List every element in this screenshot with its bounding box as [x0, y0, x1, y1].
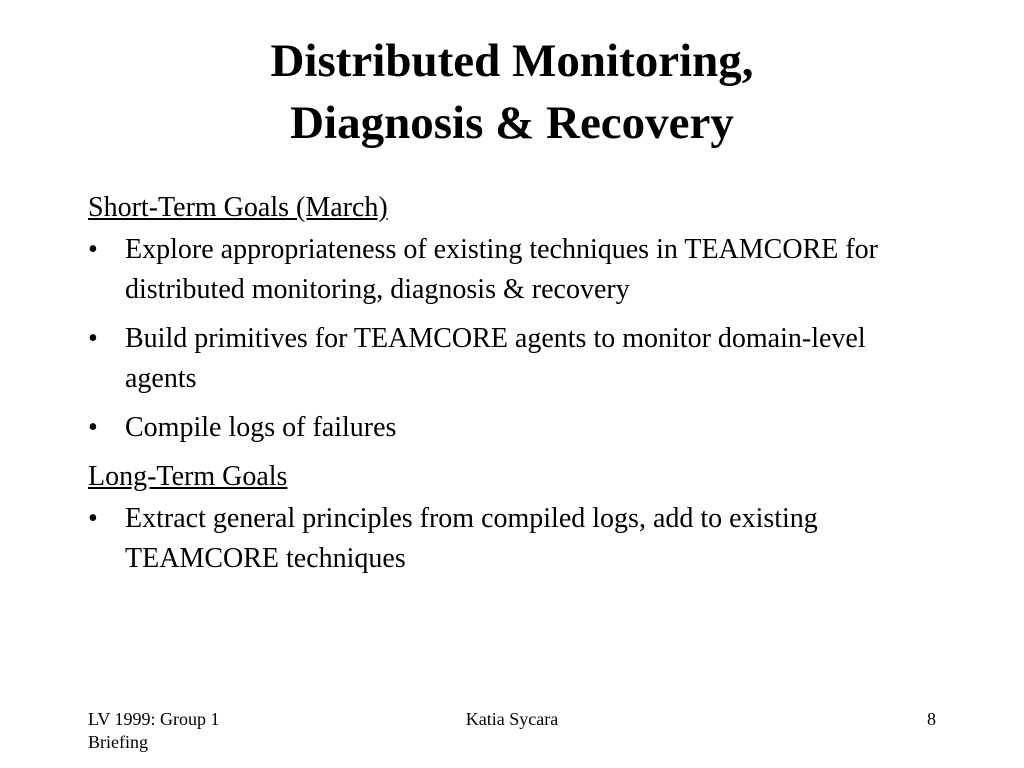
short-term-goal-text: Build primitives for TEAMCORE agents to monitor domain-level agents [125, 323, 866, 394]
short-term-goal-item [88, 408, 888, 448]
bullet-icon: • [88, 234, 98, 265]
short-term-goals-list [88, 230, 888, 448]
long-term-goals-list [88, 499, 888, 579]
short-term-goals-heading: Short-Term Goals (March) [88, 192, 388, 223]
slide-body [88, 188, 888, 588]
slide-title-line-1: Distributed Monitoring, [270, 35, 754, 87]
short-term-goal-text: Compile logs of failures [125, 412, 397, 443]
short-term-goal-item [88, 230, 888, 310]
short-term-goal-text: Explore appropriateness of existing techniques in TEAMCORE for distributed monitoring, diagnosis & recovery [125, 234, 878, 305]
slide-number: 8 [927, 709, 936, 729]
long-term-goal-item [88, 499, 888, 579]
bullet-icon: • [88, 323, 98, 354]
bullet-icon: • [88, 503, 98, 534]
slide-title-line-2: Diagnosis & Recovery [290, 97, 734, 149]
footer-author: Katia Sycara [465, 709, 559, 729]
slide-title [0, 30, 1024, 154]
bullet-icon: • [88, 412, 98, 443]
long-term-goals-heading: Long-Term Goals [88, 461, 288, 492]
long-term-goal-text: Extract general principles from compiled logs, add to existing TEAMCORE techniques [125, 503, 818, 574]
footer-event-label: LV 1999: Group 1 Briefing [88, 709, 220, 752]
short-term-goal-item [88, 319, 888, 399]
